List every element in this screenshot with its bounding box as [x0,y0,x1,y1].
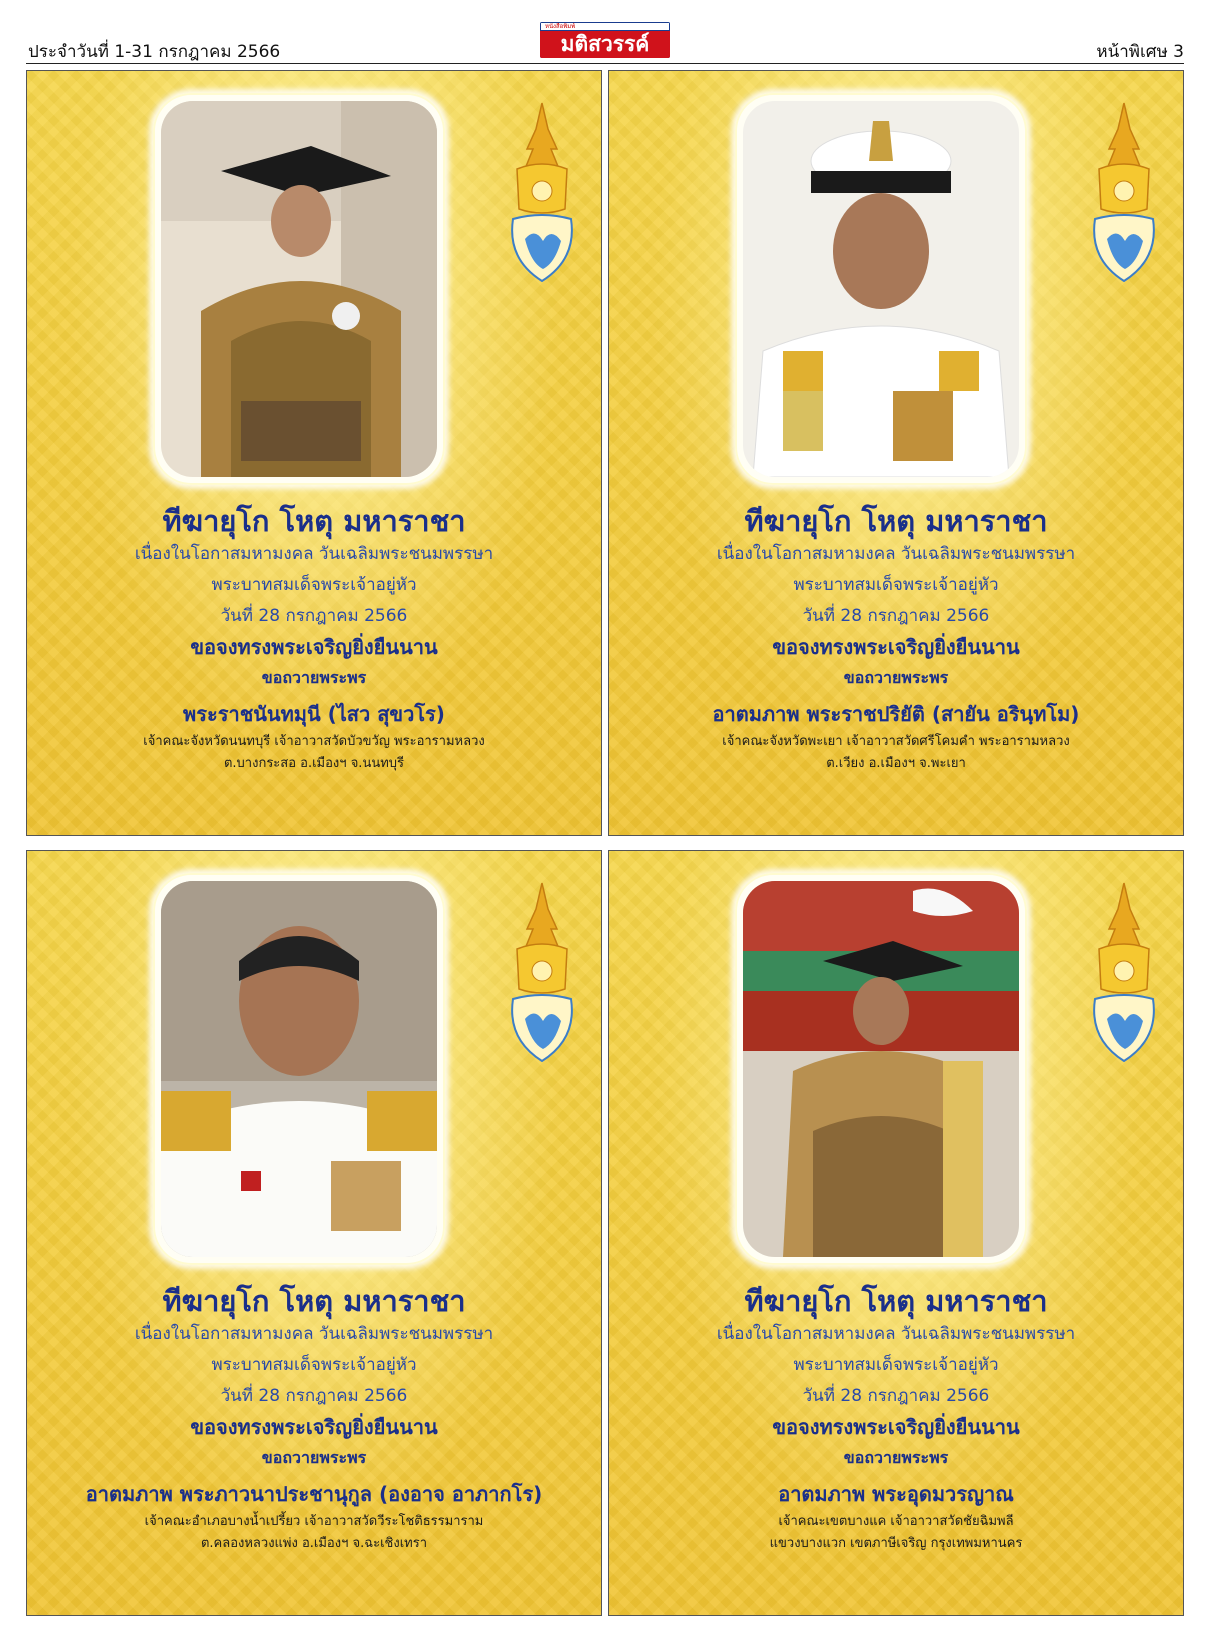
sender-address: ต.คลองหลวงแพ่ง อ.เมืองฯ จ.ฉะเชิงเทรา [200,1536,428,1551]
offer-blessing: ขอถวายพระพร [843,668,949,687]
portrait-frame [153,873,445,1265]
long-live-wish: ขอจงทรงพระเจริญยิ่งยืนนาน [772,635,1020,659]
occasion-line: เนื่องในโอกาสมหามงคล วันเฉลิมพระชนมพรรษา [716,544,1076,564]
date-line: วันที่ 28 กรกฎาคม 2566 [220,1386,408,1406]
occasion-line: เนื่องในโอกาสมหามงคล วันเฉลิมพระชนมพรรษา [716,1324,1076,1344]
page-header [0,0,1214,70]
king-title-line: พระบาทสมเด็จพระเจ้าอยู่หัว [793,575,999,595]
blessing-text-block [27,503,601,775]
sender-position: เจ้าคณะจังหวัดนนทบุรี เจ้าอาวาสวัดบัวขวัญ พระอารามหลวง [143,734,485,749]
tribute-panel-2 [608,70,1184,836]
blessing-text-block [27,1283,601,1555]
page-label: หน้าพิเศษ 3 [1096,42,1184,62]
occasion-line: เนื่องในโอกาสมหามงคล วันเฉลิมพระชนมพรรษา [134,544,494,564]
royal-portrait-image [161,101,437,477]
logo-tagline: หนังสือพิมพ์ [540,22,670,31]
blessing-title: ทีฆายุโก โหตุ มหาราชา [162,1284,466,1318]
sender-name: อาตมภาพ พระภาวนาประชานุกูล (องอาจ อาภากโร) [85,1482,543,1506]
tribute-panel-1 [26,70,602,836]
royal-emblem-icon [499,879,585,1069]
issue-date: ประจำวันที่ 1-31 กรกฎาคม 2566 [28,42,281,62]
portrait-frame [735,93,1027,485]
logo-name: มติสวรรค์ [540,31,670,58]
sender-address: ต.เวียง อ.เมืองฯ จ.พะเยา [826,756,966,771]
sender-name: อาตมภาพ พระราชปริยัติ (สายัน อรินฺทโม) [712,702,1080,726]
king-title-line: พระบาทสมเด็จพระเจ้าอยู่หัว [211,575,417,595]
date-line: วันที่ 28 กรกฎาคม 2566 [802,606,990,626]
date-line: วันที่ 28 กรกฎาคม 2566 [220,606,408,626]
blessing-title: ทีฆายุโก โหตุ มหาราชา [744,504,1048,538]
sender-position: เจ้าคณะจังหวัดพะเยา เจ้าอาวาสวัดศรีโคมคำ พระอารามหลวง [722,734,1070,749]
date-line: วันที่ 28 กรกฎาคม 2566 [802,1386,990,1406]
occasion-line: เนื่องในโอกาสมหามงคล วันเฉลิมพระชนมพรรษา [134,1324,494,1344]
offer-blessing: ขอถวายพระพร [843,1448,949,1467]
long-live-wish: ขอจงทรงพระเจริญยิ่งยืนนาน [772,1415,1020,1439]
sender-name: พระราชนันทมุนี (ไสว สุขวโร) [183,702,445,726]
blessing-text-block [609,1283,1183,1555]
blessing-text-block [609,503,1183,775]
royal-emblem-icon [499,99,585,289]
blessing-title: ทีฆายุโก โหตุ มหาราชา [162,504,466,538]
royal-portrait-image [161,881,437,1257]
sender-address: แขวงบางแวก เขตภาษีเจริญ กรุงเทพมหานคร [769,1536,1023,1551]
king-title-line: พระบาทสมเด็จพระเจ้าอยู่หัว [211,1355,417,1375]
portrait-frame [735,873,1027,1265]
tribute-panel-3 [26,850,602,1616]
royal-emblem-icon [1081,879,1167,1069]
offer-blessing: ขอถวายพระพร [261,668,367,687]
offer-blessing: ขอถวายพระพร [261,1448,367,1467]
long-live-wish: ขอจงทรงพระเจริญยิ่งยืนนาน [190,635,438,659]
king-title-line: พระบาทสมเด็จพระเจ้าอยู่หัว [793,1355,999,1375]
portrait-frame [153,93,445,485]
sender-address: ต.บางกระสอ อ.เมืองฯ จ.นนทบุรี [223,756,405,771]
royal-portrait-image [743,881,1019,1257]
long-live-wish: ขอจงทรงพระเจริญยิ่งยืนนาน [190,1415,438,1439]
blessing-title: ทีฆายุโก โหตุ มหาราชา [744,1284,1048,1318]
header-divider [26,63,1184,64]
sender-name: อาตมภาพ พระอุดมวรญาณ [778,1482,1014,1506]
royal-emblem-icon [1081,99,1167,289]
sender-position: เจ้าคณะเขตบางแค เจ้าอาวาสวัดชัยฉิมพลี [778,1514,1014,1529]
sender-position: เจ้าคณะอำเภอบางน้ำเปรี้ยว เจ้าอาวาสวัดวีระโชติธรรมาราม [144,1514,484,1529]
tribute-panel-4 [608,850,1184,1616]
newspaper-logo [540,22,670,58]
royal-portrait-image [743,101,1019,477]
